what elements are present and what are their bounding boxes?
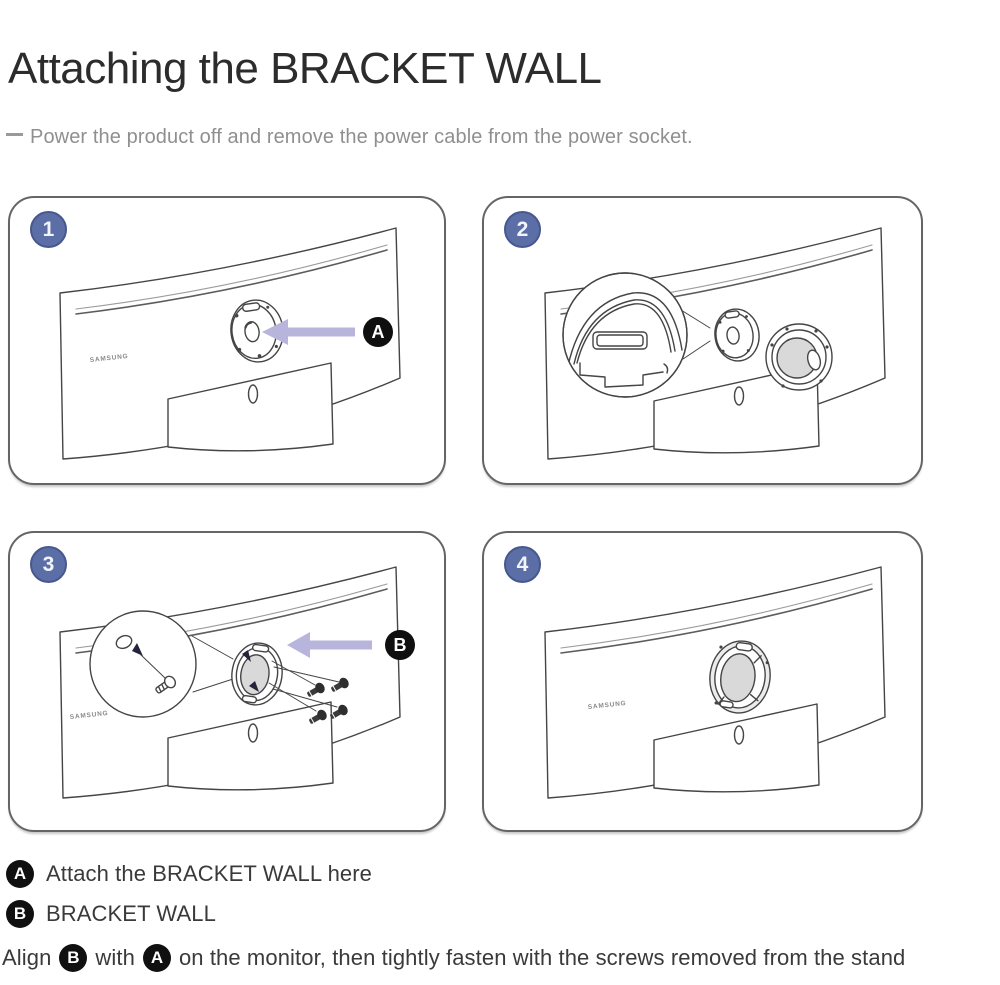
- samsung-logo: SAMSUNG: [69, 709, 109, 721]
- step-2-badge: 2: [504, 211, 541, 248]
- step-3-badge: 3: [30, 546, 67, 583]
- legend-item-b-text: BRACKET WALL: [46, 901, 216, 926]
- samsung-logo: SAMSUNG: [89, 352, 129, 364]
- marker-a-badge: A: [363, 317, 393, 347]
- note-text: Power the product off and remove the power cable from the power socket.: [30, 126, 693, 148]
- legend-item-a-text: Attach the BRACKET WALL here: [46, 861, 373, 886]
- align-suffix: on the monitor, then tightly fasten with the screws removed from the stand: [178, 945, 906, 970]
- cable-notch: [249, 385, 258, 403]
- align-marker-b-badge: B: [59, 944, 87, 972]
- step-3-illustration: [10, 533, 440, 826]
- legend-marker-a-badge: A: [6, 860, 34, 888]
- step-2-panel: [482, 196, 923, 485]
- note-dash-icon: [6, 133, 23, 136]
- step-1-panel: [8, 196, 446, 485]
- step-4-panel: [482, 531, 923, 832]
- cable-notch: [249, 724, 258, 742]
- bracket-wall-disc: [766, 324, 832, 390]
- legend-marker-b-badge: B: [6, 900, 34, 928]
- legend-item-b: [6, 900, 998, 928]
- cable-notch: [735, 726, 744, 744]
- samsung-logo: SAMSUNG: [587, 699, 627, 711]
- step-3-panel: [8, 531, 446, 832]
- cable-notch: [735, 387, 744, 405]
- step-1-badge: 1: [30, 211, 67, 248]
- page-title: Attaching the BRACKET WALL: [8, 44, 602, 93]
- step-4-badge: 4: [504, 546, 541, 583]
- step-2-illustration: [484, 198, 917, 479]
- magnifier-circle: [90, 611, 196, 717]
- legend-item-a: [6, 860, 998, 888]
- align-marker-a-badge: A: [143, 944, 171, 972]
- marker-b-badge: B: [385, 630, 415, 660]
- align-middle: with: [95, 945, 135, 970]
- step-4-illustration: [484, 533, 917, 826]
- note: [6, 126, 693, 149]
- legend-align-instruction: [2, 944, 998, 972]
- legend: [2, 860, 998, 984]
- align-prefix: Align: [2, 945, 52, 970]
